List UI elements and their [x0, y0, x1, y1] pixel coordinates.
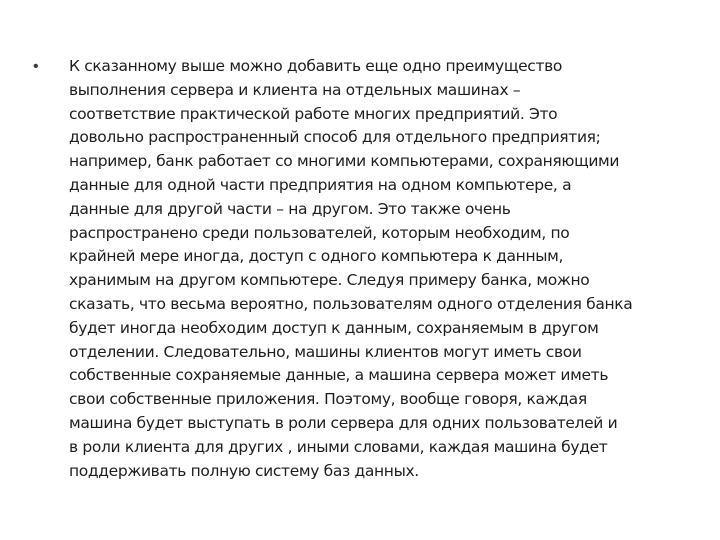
- paragraph-line: данные для другой части – на другом. Это также очень: [69, 199, 511, 218]
- paragraph-line: хранимым на другом компьютере. Следуя примеру банка, можно: [69, 271, 590, 290]
- paragraph-line: сказать, что весьма вероятно, пользователям одного отделения банка: [69, 294, 633, 313]
- paragraph-line: будет иногда необходим доступ к данным, сохраняемым в другом: [69, 318, 599, 337]
- paragraph-line: выполнения сервера и клиента на отдельных машинах –: [69, 80, 521, 99]
- paragraph-line: свои собственные приложения. Поэтому, вообще говоря, каждая: [69, 390, 587, 409]
- paragraph-line: отделении. Следовательно, машины клиентов могут иметь свои: [69, 342, 582, 361]
- paragraph-line: соответствие практической работе многих предприятий. Это: [69, 104, 558, 123]
- paragraph-line: например, банк работает со многими компьютерами, сохраняющими: [69, 152, 620, 171]
- paragraph-line: данные для одной части предприятия на одном компьютере, а: [69, 175, 572, 194]
- paragraph-line: распространено среди пользователей, которым необходим, по: [69, 223, 570, 242]
- paragraph-line: в роли клиента для других , иными словами, каждая машина будет: [69, 437, 608, 456]
- bullet-marker: •: [33, 58, 39, 75]
- paragraph: [69, 55, 681, 483]
- paragraph-line: поддерживать полную систему баз данных.: [69, 461, 419, 480]
- paragraph-line: крайней мере иногда, доступ с одного компьютера к данным,: [69, 247, 564, 266]
- paragraph-line: довольно распространенный способ для отдельного предприятия;: [69, 128, 601, 147]
- paragraph-line: К сказанному выше можно добавить еще одно преимущество: [69, 57, 563, 75]
- paragraph-line: машина будет выступать в роли сервера для одних пользователей и: [69, 413, 618, 432]
- paragraph-line: собственные сохраняемые данные, а машина сервера может иметь: [69, 366, 609, 385]
